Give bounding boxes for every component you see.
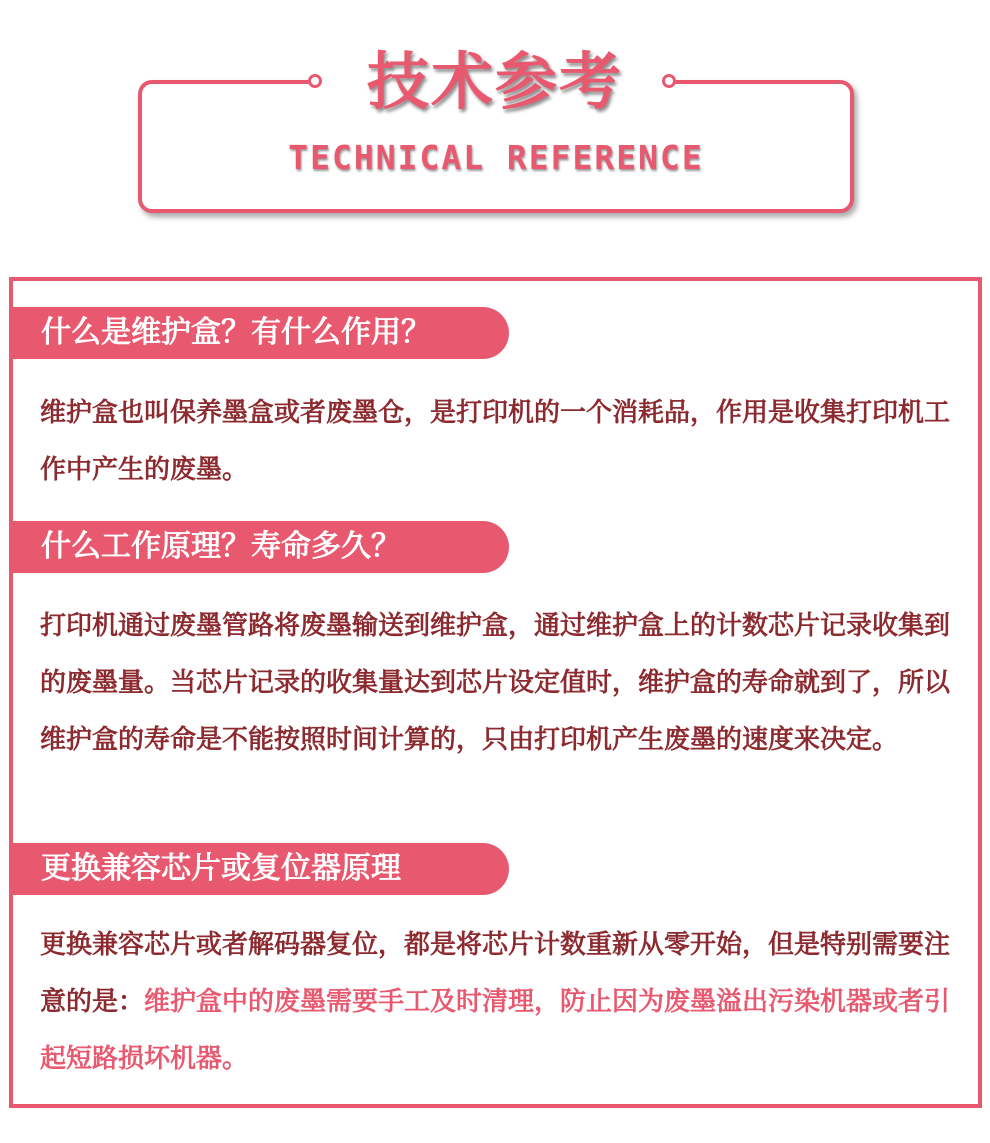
section-body-chip-reset-text: 更换兼容芯片或者解码器复位，都是将芯片计数重新从零开始，但是特别需要注意的是： [40,930,951,1017]
section-body-what-is: 维护盒也叫保养墨盒或者废墨仓，是打印机的一个消耗品，作用是收集打印机工作中产生的废墨。 [40,398,951,485]
section-body-principle: 打印机通过废墨管路将废墨输送到维护盒，通过维护盒上的计数芯片记录收集到的废墨量。当芯片记录的收集量达到芯片设定值时，维护盒的寿命就到了，所以维护盒的寿命是不能按照时间计算的，只由打印机产生废墨的速度来决定。 [40,611,951,755]
section-body-chip-reset-warning: 维护盒中的废墨需要手工及时清理，防止因为废墨溢出污染机器或者引起短路损坏机器。 [40,987,951,1074]
page-subtitle: TECHNICAL REFERENCE [288,138,704,177]
section-heading-chip-reset: 更换兼容芯片或复位器原理 [13,843,509,895]
page-title: 技术参考 [366,45,623,118]
section-heading-principle: 什么工作原理？寿命多久？ [13,521,509,573]
section-heading-what-is: 什么是维护盒？有什么作用？ [13,307,509,359]
section-body-chip-reset [40,917,965,1088]
